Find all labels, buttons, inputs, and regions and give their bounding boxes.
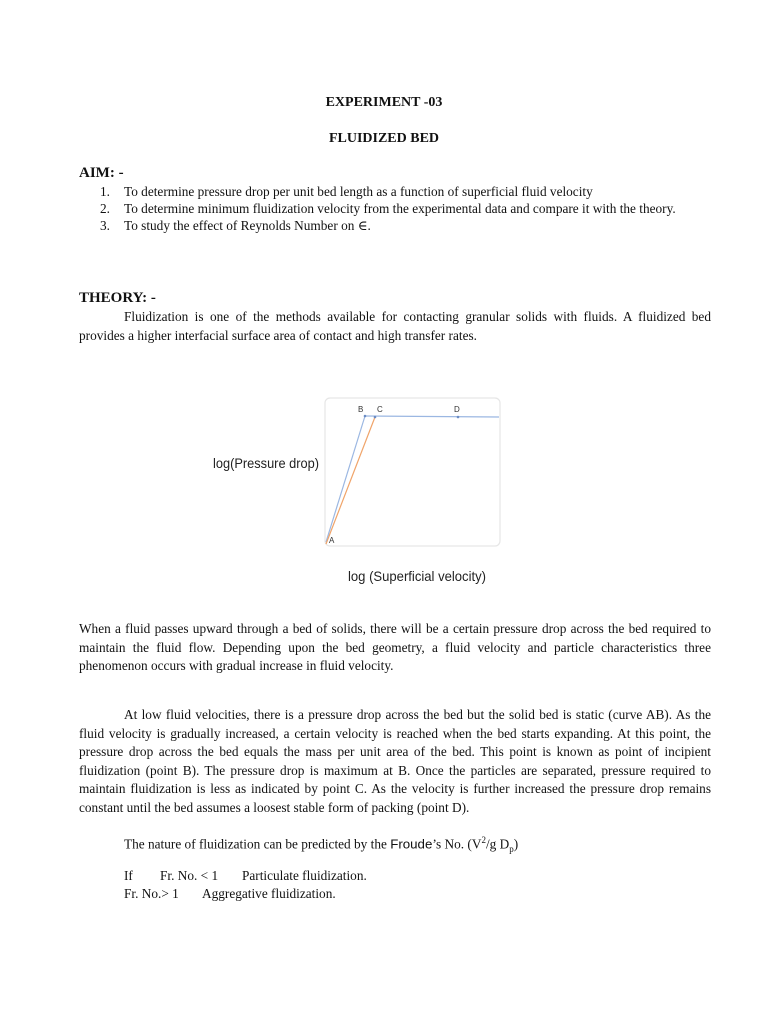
figure-frame	[325, 398, 500, 546]
fluidization-figure	[200, 395, 520, 590]
froude-sentence-start: The nature of fluidization can be predicted by the	[124, 836, 391, 852]
point-label-b: B	[358, 405, 364, 414]
theory-paragraph-1: Fluidization is one of the methods available for contacting granular solids with fluids. A fluidized bed provides a higher interfacial surface area of contact and high transfer rates.	[79, 309, 711, 343]
condition-if-label: If	[124, 868, 133, 883]
figure-y-label: log(Pressure drop)	[213, 455, 319, 471]
aim-list	[100, 183, 680, 234]
aim-item-number: 3.	[100, 218, 110, 233]
figure-x-label: log (Superficial velocity)	[348, 568, 486, 584]
theory-paragraph-3: At low fluid velocities, there is a pressure drop across the bed but the solid bed is static (curve AB). As the fluid velocity is gradually increased, a certain velocity is reached when the bed starts expanding. At this point, the pressure drop across the bed equals the mass per unit area of the bed. This point is known as point of incipient fluidization (point B). The pressure drop is maximum at B. Once the particles are separated, pressure required to maintain fluidization is less as indicated by point C. As the velocity is further increased the pressure drop remains constant until the bed assumes a loosest stable form of packing (point D).	[79, 707, 711, 815]
aim-item-text: To determine minimum fluidization velocity from the experimental data and compare it with the theory.	[124, 201, 676, 216]
froude-exponent: 2	[481, 835, 486, 845]
aim-item	[100, 200, 680, 217]
condition-2-expression: Fr. No.> 1	[124, 886, 179, 901]
aim-item	[100, 217, 680, 234]
froude-name: Froude	[390, 836, 433, 852]
aim-item-number: 2.	[100, 201, 110, 216]
aim-item-text: To study the effect of Reynolds Number on ∈.	[124, 218, 371, 233]
theory-heading: THEORY: -	[79, 290, 156, 306]
aim-item	[100, 183, 680, 200]
condition-2-result: Aggregative fluidization.	[202, 886, 336, 901]
point-b-marker	[364, 415, 367, 418]
froude-denominator: /g D	[485, 836, 510, 852]
point-c-marker	[374, 416, 377, 419]
point-label-a: A	[329, 536, 335, 545]
aim-item-text: To determine pressure drop per unit bed length as a function of superficial fluid velocity	[124, 184, 593, 199]
condition-1-result: Particulate fluidization.	[242, 868, 367, 883]
point-label-c: C	[377, 405, 383, 414]
document-title: FLUIDIZED BED	[328, 131, 440, 146]
theory-paragraph-2: When a fluid passes upward through a bed of solids, there will be a certain pressure drop across the bed required to maintain the fluid flow. Depending upon the bed geometry, a fluid velocity and particle characteristics three phenomenon occurs with gradual increase in fluid velocity.	[79, 621, 711, 674]
point-d-marker	[457, 416, 460, 419]
froude-sentence-mid: ’s No. (V	[432, 836, 482, 852]
froude-subscript: p	[509, 844, 514, 855]
point-label-d: D	[454, 405, 460, 414]
aim-heading: AIM: -	[79, 165, 124, 181]
experiment-number: EXPERIMENT -03	[325, 95, 443, 110]
froude-sentence-end: )	[513, 836, 519, 852]
condition-1-expression: Fr. No. < 1	[160, 868, 219, 883]
aim-item-number: 1.	[100, 184, 110, 199]
froude-sentence	[124, 831, 518, 858]
